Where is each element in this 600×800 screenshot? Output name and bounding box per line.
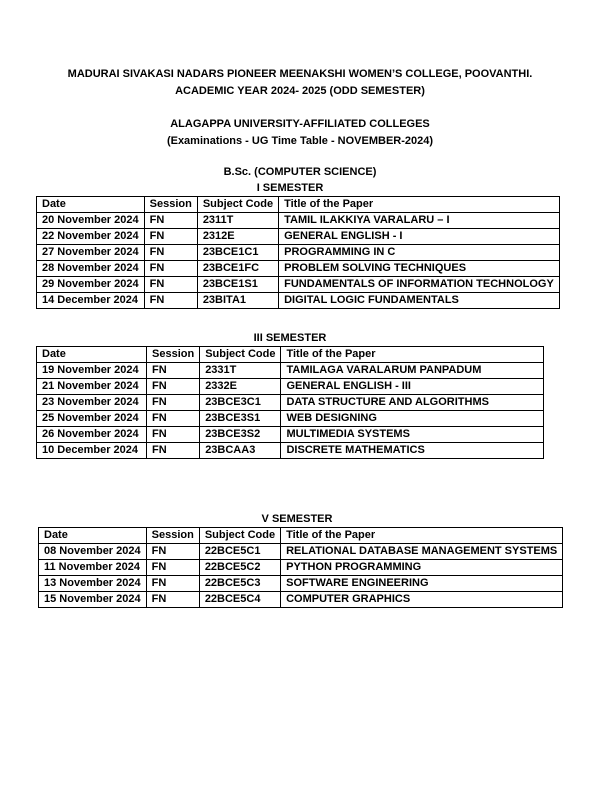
table-row: [37, 363, 544, 379]
session-cell: FN: [144, 229, 197, 245]
paper-title-cell: PYTHON PROGRAMMING: [281, 560, 563, 576]
column-header: Subject Code: [200, 347, 281, 363]
timetable-semester-5: [38, 527, 563, 608]
date-cell: 11 November 2024: [39, 560, 147, 576]
timetable-semester-1: [36, 196, 560, 309]
table-header-row: [39, 528, 563, 544]
subject-code-cell: 22BCE5C3: [199, 576, 280, 592]
session-cell: FN: [147, 411, 200, 427]
date-cell: 19 November 2024: [37, 363, 147, 379]
date-cell: 28 November 2024: [37, 261, 145, 277]
date-cell: 29 November 2024: [37, 277, 145, 293]
paper-title-cell: PROGRAMMING IN C: [279, 245, 560, 261]
table-row: [37, 293, 560, 309]
subject-code-cell: 23BCE1C1: [197, 245, 278, 261]
session-cell: FN: [144, 277, 197, 293]
university-name: ALAGAPPA UNIVERSITY-AFFILIATED COLLEGES: [170, 118, 430, 130]
table-header-row: [37, 347, 544, 363]
table-row: [39, 576, 563, 592]
date-cell: 15 November 2024: [39, 592, 147, 608]
table-row: [37, 277, 560, 293]
column-header: Session: [144, 197, 197, 213]
date-cell: 25 November 2024: [37, 411, 147, 427]
subject-code-cell: 23BCE3C1: [200, 395, 281, 411]
academic-year: ACADEMIC YEAR 2024- 2025 (ODD SEMESTER): [175, 85, 425, 97]
session-cell: FN: [146, 576, 199, 592]
subject-code-cell: 22BCE5C4: [199, 592, 280, 608]
college-name: MADURAI SIVAKASI NADARS PIONEER MEENAKSHI WOMEN’S COLLEGE, POOVANTHI.: [67, 68, 533, 80]
session-cell: FN: [146, 560, 199, 576]
subject-code-cell: 23BITA1: [197, 293, 278, 309]
date-cell: 08 November 2024: [39, 544, 147, 560]
subject-code-cell: 2331T: [200, 363, 281, 379]
session-cell: FN: [147, 363, 200, 379]
paper-title-cell: TAMIL ILAKKIYA VARALARU – I: [279, 213, 560, 229]
table-row: [37, 379, 544, 395]
column-header: Subject Code: [197, 197, 278, 213]
column-header: Date: [39, 528, 147, 544]
session-cell: FN: [147, 427, 200, 443]
paper-title-cell: COMPUTER GRAPHICS: [281, 592, 563, 608]
paper-title-cell: DATA STRUCTURE AND ALGORITHMS: [281, 395, 544, 411]
table-row: [37, 395, 544, 411]
session-cell: FN: [147, 379, 200, 395]
column-header: Title of the Paper: [281, 347, 544, 363]
paper-title-cell: PROBLEM SOLVING TECHNIQUES: [279, 261, 560, 277]
table-header-row: [37, 197, 560, 213]
column-header: Session: [146, 528, 199, 544]
college-header: [0, 66, 600, 100]
column-header: Date: [37, 197, 145, 213]
date-cell: 21 November 2024: [37, 379, 147, 395]
subject-code-cell: 2332E: [200, 379, 281, 395]
paper-title-cell: TAMILAGA VARALARUM PANPADUM: [281, 363, 544, 379]
paper-title-cell: SOFTWARE ENGINEERING: [281, 576, 563, 592]
programme-title: B.Sc. (COMPUTER SCIENCE): [223, 166, 377, 178]
session-cell: FN: [147, 443, 200, 459]
table-row: [37, 245, 560, 261]
date-cell: 27 November 2024: [37, 245, 145, 261]
session-cell: FN: [146, 544, 199, 560]
paper-title-cell: DISCRETE MATHEMATICS: [281, 443, 544, 459]
column-header: Title of the Paper: [281, 528, 563, 544]
session-cell: FN: [147, 395, 200, 411]
semester-title: I SEMESTER: [256, 182, 324, 194]
subject-code-cell: 22BCE5C2: [199, 560, 280, 576]
column-header: Subject Code: [199, 528, 280, 544]
table-row: [39, 544, 563, 560]
table-row: [37, 261, 560, 277]
subject-code-cell: 23BCE3S1: [200, 411, 281, 427]
exam-title: (Examinations - UG Time Table - NOVEMBER-2024): [166, 135, 434, 147]
subject-code-cell: 2312E: [197, 229, 278, 245]
paper-title-cell: FUNDAMENTALS OF INFORMATION TECHNOLOGY: [279, 277, 560, 293]
session-cell: FN: [144, 245, 197, 261]
subject-code-cell: 23BCE1S1: [197, 277, 278, 293]
paper-title-cell: DIGITAL LOGIC FUNDAMENTALS: [279, 293, 560, 309]
semester-title: III SEMESTER: [253, 332, 327, 344]
exam-header: [0, 116, 600, 150]
table-row: [39, 560, 563, 576]
subject-code-cell: 23BCAA3: [200, 443, 281, 459]
table-row: [37, 229, 560, 245]
paper-title-cell: GENERAL ENGLISH - I: [279, 229, 560, 245]
paper-title-cell: RELATIONAL DATABASE MANAGEMENT SYSTEMS: [281, 544, 563, 560]
semester-title: V SEMESTER: [261, 513, 333, 525]
paper-title-cell: MULTIMEDIA SYSTEMS: [281, 427, 544, 443]
session-cell: FN: [144, 261, 197, 277]
date-cell: 14 December 2024: [37, 293, 145, 309]
date-cell: 26 November 2024: [37, 427, 147, 443]
column-header: Date: [37, 347, 147, 363]
timetable-semester-3: [36, 346, 544, 459]
date-cell: 23 November 2024: [37, 395, 147, 411]
table-row: [37, 443, 544, 459]
date-cell: 20 November 2024: [37, 213, 145, 229]
date-cell: 22 November 2024: [37, 229, 145, 245]
subject-code-cell: 22BCE5C1: [199, 544, 280, 560]
table-row: [37, 411, 544, 427]
subject-code-cell: 23BCE3S2: [200, 427, 281, 443]
session-cell: FN: [144, 293, 197, 309]
column-header: Session: [147, 347, 200, 363]
table-row: [37, 427, 544, 443]
table-row: [39, 592, 563, 608]
date-cell: 13 November 2024: [39, 576, 147, 592]
paper-title-cell: GENERAL ENGLISH - III: [281, 379, 544, 395]
subject-code-cell: 23BCE1FC: [197, 261, 278, 277]
date-cell: 10 December 2024: [37, 443, 147, 459]
table-row: [37, 213, 560, 229]
subject-code-cell: 2311T: [197, 213, 278, 229]
session-cell: FN: [146, 592, 199, 608]
paper-title-cell: WEB DESIGNING: [281, 411, 544, 427]
session-cell: FN: [144, 213, 197, 229]
column-header: Title of the Paper: [279, 197, 560, 213]
